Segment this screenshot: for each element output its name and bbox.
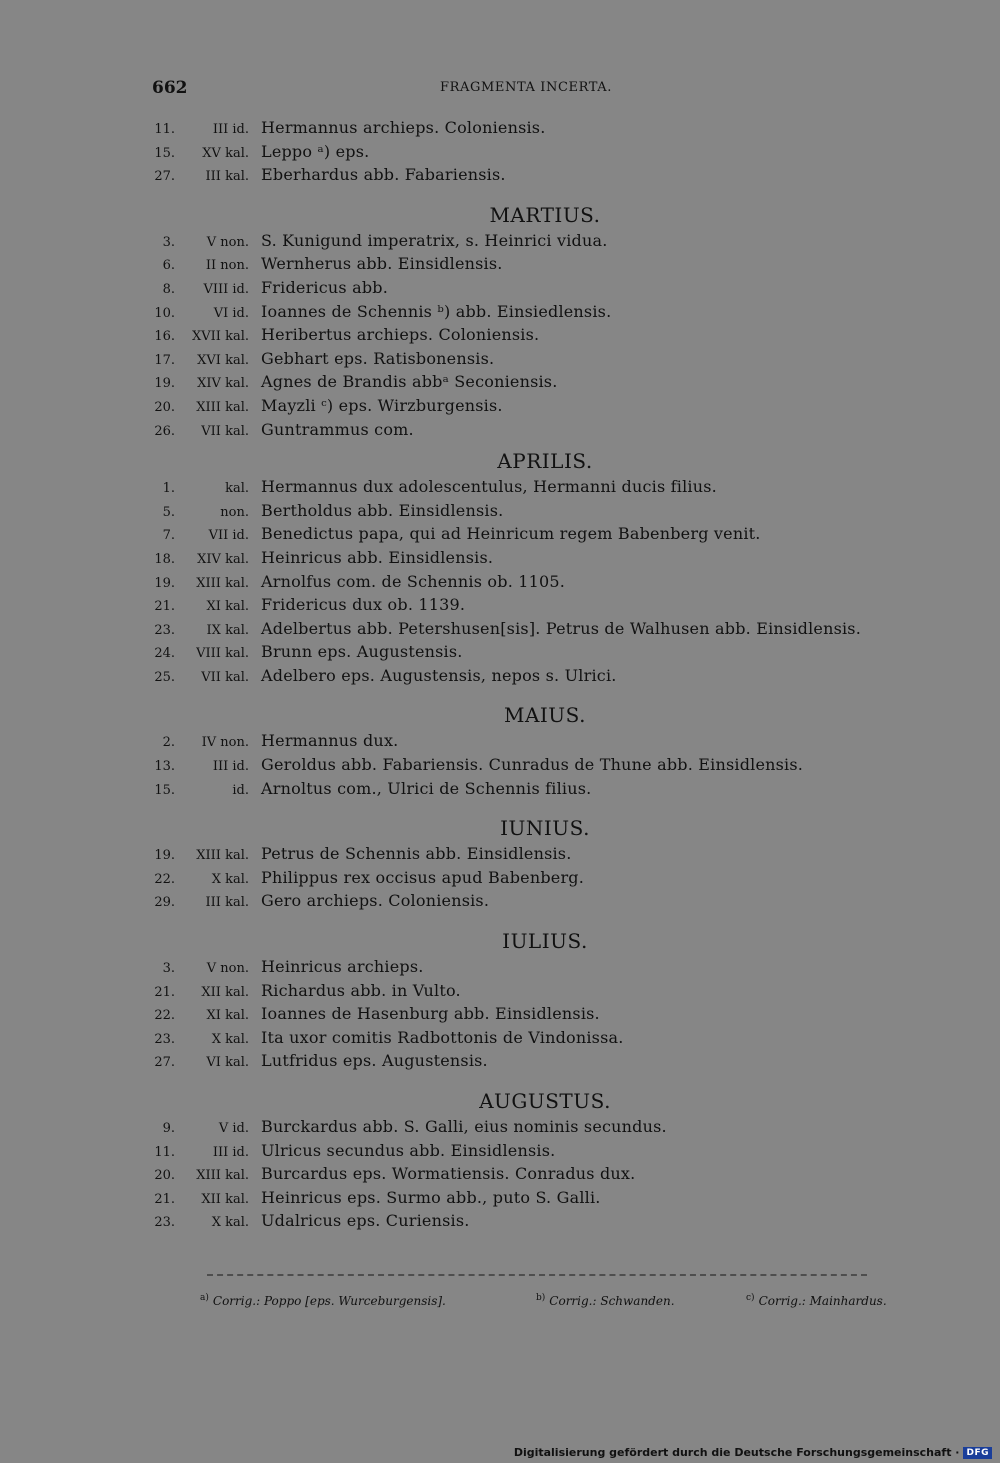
entry-day: 1.: [162, 481, 175, 497]
month-heading: APRILIS.: [497, 449, 593, 474]
entry-date: XVII kal.: [192, 329, 249, 345]
entry-text: Eberhardus abb. Fabariensis.: [261, 165, 506, 185]
entry-day: 8.: [162, 281, 175, 297]
entry-date: VIII id.: [203, 281, 249, 297]
calendar-entry: [145, 349, 945, 373]
calendar-entry: [145, 957, 945, 981]
entry-day: 6.: [162, 258, 175, 274]
entry-date: XIV kal.: [197, 376, 249, 392]
calendar-entry: [145, 254, 945, 278]
entry-date: III kal.: [205, 895, 249, 911]
entry-date: kal.: [225, 481, 249, 497]
entry-date: VII id.: [208, 528, 249, 544]
entry-day: 15.: [154, 145, 175, 161]
entry-date: IX kal.: [206, 622, 249, 638]
entry-date: XII kal.: [201, 984, 249, 1000]
entry-text: Ulricus secundus abb. Einsidlensis.: [261, 1140, 556, 1160]
entry-text: Mayzli ᶜ) eps. Wirzburgensis.: [261, 395, 503, 415]
calendar-entry: [145, 1117, 945, 1141]
entry-date: XI kal.: [206, 599, 249, 615]
entry-date: XI kal.: [206, 1008, 249, 1024]
entry-day: 7.: [162, 528, 175, 544]
entry-text: Fridericus dux ob. 1139.: [261, 595, 466, 615]
calendar-entry: [145, 1188, 945, 1212]
entry-text: Heinricus archieps.: [261, 957, 424, 977]
entry-text: Fridericus abb.: [261, 277, 389, 297]
calendar-entry: [145, 731, 945, 755]
entry-day: 27.: [154, 1055, 175, 1071]
entry-date: XIII kal.: [196, 1168, 249, 1184]
entry-day: 20.: [154, 399, 175, 415]
page-header: [152, 78, 632, 100]
entry-text: Heinricus abb. Einsidlensis.: [261, 547, 494, 567]
entry-text: Burcardus eps. Wormatiensis. Conradus dux.: [261, 1164, 636, 1184]
entry-text: Richardus abb. in Vulto.: [261, 980, 461, 1000]
entry-text: Guntrammus com.: [261, 419, 414, 439]
entry-day: 19.: [154, 575, 175, 591]
entry-text: S. Kunigund imperatrix, s. Heinrici vidua.: [261, 230, 608, 250]
entry-day: 3.: [162, 961, 175, 977]
entry-date: X kal.: [211, 1031, 249, 1047]
entry-text: Geroldus abb. Fabariensis. Cunradus de Thune abb. Einsidlensis.: [261, 755, 804, 775]
calendar-entry: [145, 642, 945, 666]
calendar-entry: [145, 1028, 945, 1052]
calendar-entry: [145, 1004, 945, 1028]
calendar-entry: [145, 1051, 945, 1075]
calendar-entry: [145, 755, 945, 779]
entry-text: Lutfridus eps. Augustensis.: [261, 1051, 488, 1071]
entry-day: 23.: [154, 1031, 175, 1047]
entry-date: X kal.: [211, 871, 249, 887]
entry-date: VII kal.: [201, 423, 249, 439]
calendar-entry: [145, 779, 945, 803]
entry-text: Gebhart eps. Ratisbonensis.: [261, 348, 495, 368]
calendar-entry: [145, 595, 945, 619]
entry-text: Adelbero eps. Augustensis, nepos s. Ulrici.: [261, 665, 617, 685]
calendar-entry: [145, 1211, 945, 1235]
entry-date: XIII kal.: [196, 848, 249, 864]
calendar-entry: [145, 548, 945, 572]
calendar-entry: [145, 302, 945, 326]
entry-day: 27.: [154, 169, 175, 185]
month-heading: MARTIUS.: [489, 202, 601, 227]
entry-text: Heinricus eps. Surmo abb., puto S. Galli.: [261, 1187, 601, 1207]
entry-text: Hermannus dux adolescentulus, Hermanni ducis filius.: [261, 477, 717, 497]
entry-date: non.: [220, 504, 249, 520]
entry-day: 23.: [154, 1215, 175, 1231]
entry-date: XV kal.: [202, 145, 249, 161]
footnote-b: $^{b)}$ Corrig.: Schwanden.: [536, 1293, 675, 1308]
entry-day: 11.: [154, 1144, 175, 1160]
calendar-entry: [145, 142, 945, 166]
entry-day: 23.: [154, 622, 175, 638]
entry-text: Gero archieps. Coloniensis.: [261, 891, 490, 911]
entry-day: 21.: [154, 1191, 175, 1207]
entry-day: 16.: [154, 329, 175, 345]
entry-day: 22.: [154, 871, 175, 887]
calendar-entry: [145, 420, 945, 444]
calendar-entry: [145, 1164, 945, 1188]
calendar-entry: [145, 572, 945, 596]
entry-day: 25.: [154, 669, 175, 685]
entry-text: Brunn eps. Augustensis.: [261, 642, 463, 662]
entry-day: 19.: [154, 376, 175, 392]
entry-text: Arnoltus com., Ulrici de Schennis filius.: [261, 778, 592, 798]
entry-day: 9.: [162, 1121, 175, 1136]
entry-date: id.: [232, 782, 249, 798]
entry-text: Ioannes de Hasenburg abb. Einsidlensis.: [261, 1004, 600, 1024]
entry-text: Hermannus archieps. Coloniensis.: [261, 118, 546, 137]
calendar-entry: [145, 981, 945, 1005]
entry-date: VII kal.: [201, 669, 249, 685]
digitization-text: Digitalisierung gefördert durch die Deutsche Forschungsgemeinschaft ·: [513, 1446, 960, 1459]
entry-text: Petrus de Schennis abb. Einsidlensis.: [261, 844, 572, 864]
entry-text: Bertholdus abb. Einsidlensis.: [261, 500, 504, 520]
calendar-entry: [145, 396, 945, 420]
footnote-a: $^{a)}$ Corrig.: Poppo [eps. Wurceburgensis].: [200, 1293, 446, 1308]
calendar-entry: [145, 619, 945, 643]
calendar-entry: [145, 477, 945, 501]
entry-text: Benedictus papa, qui ad Heinricum regem Babenberg venit.: [261, 524, 761, 544]
month-heading: MAIUS.: [503, 703, 587, 728]
entry-day: 26.: [154, 423, 175, 439]
calendar-entry: [145, 891, 945, 915]
entry-date: X kal.: [211, 1215, 249, 1231]
calendar-entry: [145, 278, 945, 302]
calendar-entry: [145, 372, 945, 396]
entry-date: VI id.: [213, 305, 249, 321]
digitization-credit: [514, 1446, 992, 1459]
entry-day: 21.: [154, 599, 175, 615]
entry-text: Leppo ᵃ) eps.: [261, 141, 370, 161]
entry-date: VI kal.: [206, 1055, 249, 1071]
dfg-logo-icon: DFG: [963, 1447, 992, 1459]
entry-date: V id.: [218, 1121, 249, 1136]
entry-date: IV non.: [201, 735, 249, 751]
month-heading: AUGUSTUS.: [479, 1089, 611, 1113]
entry-text: Wernherus abb. Einsidlensis.: [261, 254, 503, 274]
entry-date: XIII kal.: [196, 399, 249, 415]
month-heading: IULIUS.: [502, 929, 588, 954]
entry-date: V non.: [206, 961, 249, 977]
entry-day: 13.: [154, 759, 175, 775]
entry-day: 18.: [154, 551, 175, 567]
entry-day: 17.: [154, 352, 175, 368]
entry-day: 10.: [154, 305, 175, 321]
entry-text: Agnes de Brandis abbᵃ Seconiensis.: [261, 372, 558, 392]
entry-date: III id.: [212, 759, 249, 775]
entry-text: Ita uxor comitis Radbottonis de Vindonissa.: [261, 1027, 624, 1047]
entry-text: Philippus rex occisus apud Babenberg.: [261, 867, 585, 887]
calendar-entry: [145, 868, 945, 892]
calendar-entry: [145, 501, 945, 525]
entry-day: 21.: [154, 984, 175, 1000]
entry-day: 15.: [154, 782, 175, 798]
entry-date: XIV kal.: [197, 551, 249, 567]
calendar-entry: [145, 118, 945, 142]
entry-date: XIII kal.: [196, 575, 249, 591]
entry-day: 3.: [162, 234, 175, 250]
page-number: 662: [152, 78, 188, 98]
entry-date: V non.: [206, 234, 249, 250]
entry-text: Arnolfus com. de Schennis ob. 1105.: [261, 571, 566, 591]
entry-date: XVI kal.: [197, 352, 249, 368]
calendar-entry: [145, 165, 945, 189]
entry-day: 19.: [154, 848, 175, 864]
footnote-divider: [207, 1274, 867, 1276]
entry-text: Hermannus dux.: [261, 731, 399, 751]
entry-day: 2.: [162, 735, 175, 751]
entry-text: Burckardus abb. S. Galli, eius nominis secundus.: [261, 1117, 667, 1136]
entry-date: III kal.: [205, 169, 249, 185]
calendar-list: [145, 118, 945, 1235]
entry-day: 29.: [154, 895, 175, 911]
entry-date: VIII kal.: [196, 646, 249, 662]
entry-date: III id.: [212, 1144, 249, 1160]
calendar-entry: [145, 844, 945, 868]
calendar-entry: [145, 325, 945, 349]
entry-day: 22.: [154, 1008, 175, 1024]
calendar-entry: [145, 666, 945, 690]
entry-text: Udalricus eps. Curiensis.: [261, 1211, 470, 1231]
entry-text: Adelbertus abb. Petershusen[sis]. Petrus de Walhusen abb. Einsidlensis.: [261, 618, 861, 638]
entry-date: XII kal.: [201, 1191, 249, 1207]
entry-date: II non.: [205, 258, 249, 274]
running-title: FRAGMENTA INCERTA.: [440, 80, 613, 95]
calendar-entry: [145, 1141, 945, 1165]
entry-day: 5.: [162, 504, 175, 520]
entry-day: 20.: [154, 1168, 175, 1184]
month-heading: IUNIUS.: [500, 816, 590, 841]
entry-text: Heribertus archieps. Coloniensis.: [261, 325, 540, 345]
footnote-c: $^{c)}$ Corrig.: Mainhardus.: [746, 1293, 887, 1308]
calendar-entry: [145, 231, 945, 255]
entry-day: 24.: [154, 646, 175, 662]
entry-day: 11.: [154, 122, 175, 137]
calendar-entry: [145, 524, 945, 548]
entry-text: Ioannes de Schennis ᵇ) abb. Einsiedlensis.: [261, 301, 612, 321]
entry-date: III id.: [212, 122, 249, 137]
